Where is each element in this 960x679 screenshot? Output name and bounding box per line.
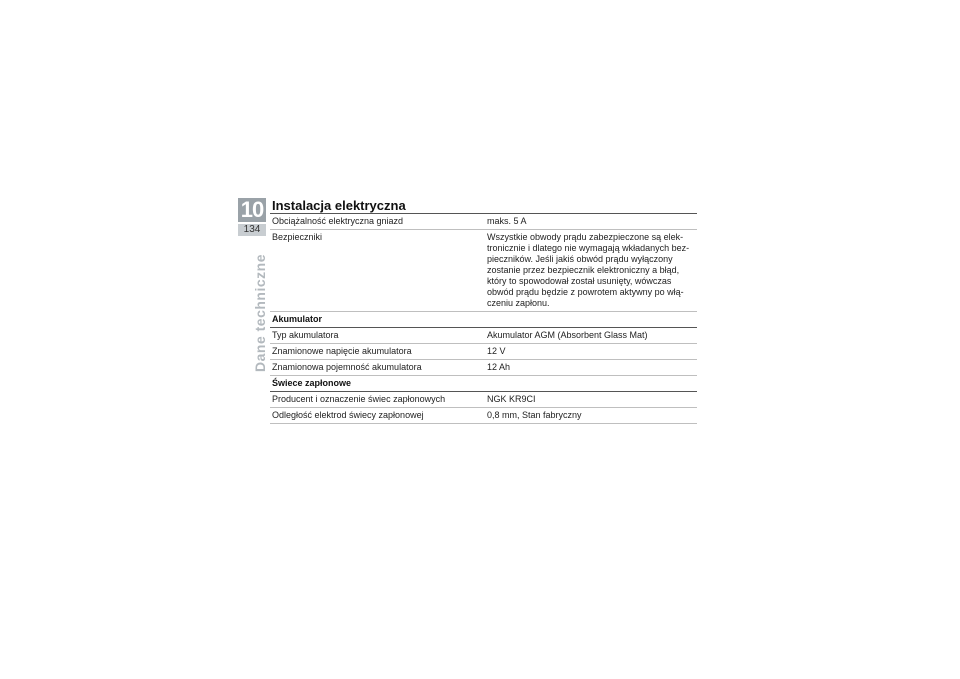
spec-label: Znamionowe napięcie akumulatora bbox=[270, 344, 485, 360]
spec-label: Obciążalność elektryczna gniazd bbox=[270, 214, 485, 230]
spec-table bbox=[270, 213, 697, 424]
table-row bbox=[270, 230, 697, 312]
table-row bbox=[270, 360, 697, 376]
table-row bbox=[270, 214, 697, 230]
section-heading-akumulator: Akumulator bbox=[270, 312, 697, 328]
spec-value: maks. 5 A bbox=[485, 214, 697, 230]
chapter-side-title: Dane techniczne bbox=[252, 254, 268, 372]
table-row bbox=[270, 408, 697, 424]
page-number: 134 bbox=[238, 224, 266, 236]
section-heading-swiece: Świece zapłonowe bbox=[270, 376, 697, 392]
spec-label: Typ akumulatora bbox=[270, 328, 485, 344]
spec-value: Wszystkie obwody prądu zabezpieczone są elek-tronicznie i dlatego nie wymagają wkładanych bez-pieczników. Jeśli jakiś obwód prądu wyłączony zostanie przez bezpiecznik elektroniczny a błąd, który to spowodował został usunięty, wówczas obwód prądu będzie z powrotem aktywny po włą-czeniu zapłonu. bbox=[485, 230, 697, 312]
spec-label: Odległość elektrod świecy zapłonowej bbox=[270, 408, 485, 424]
section-row bbox=[270, 312, 697, 328]
spec-value: 12 V bbox=[485, 344, 697, 360]
chapter-number: 10 bbox=[238, 198, 266, 222]
table-row bbox=[270, 392, 697, 408]
table-row bbox=[270, 344, 697, 360]
spec-value: Akumulator AGM (Absorbent Glass Mat) bbox=[485, 328, 697, 344]
spec-value: 12 Ah bbox=[485, 360, 697, 376]
spec-value: 0,8 mm, Stan fabryczny bbox=[485, 408, 697, 424]
spec-label: Bezpieczniki bbox=[270, 230, 485, 312]
table-row bbox=[270, 328, 697, 344]
section-row bbox=[270, 376, 697, 392]
spec-label: Producent i oznaczenie świec zapłonowych bbox=[270, 392, 485, 408]
spec-value: NGK KR9CI bbox=[485, 392, 697, 408]
page-title: Instalacja elektryczna bbox=[272, 198, 406, 213]
spec-label: Znamionowa pojemność akumulatora bbox=[270, 360, 485, 376]
